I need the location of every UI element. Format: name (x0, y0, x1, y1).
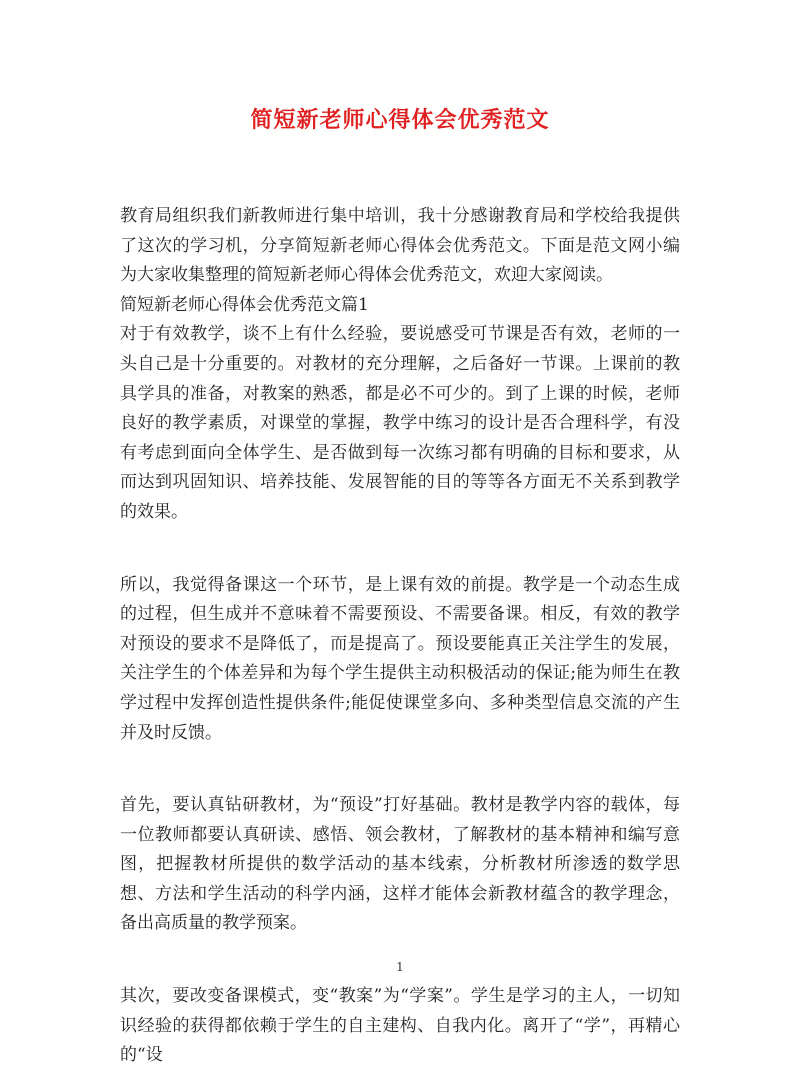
body-paragraph: 首先，要认真钻研教材，为“预设”打好基础。教材是教学内容的载体，每一位教师都要认真研读、感悟、领会教材，了解教材的基本精神和编写意图，把握教材所提供的数学活动的基本线索，分析教材所渗透的数学思想、方法和学生活动的科学内涵，这样才能体会新教材蕴含的教学理念，备出高质量的教学预案。 (120, 795, 680, 934)
page-number: 1 (396, 960, 404, 974)
section-heading: 简短新老师心得体会优秀范文篇1 (120, 294, 369, 315)
page-title: 简短新老师心得体会优秀范文 (250, 107, 550, 133)
body-paragraph: 所以，我觉得备课这一个环节，是上课有效的前提。教学是一个动态生成的过程，但生成并不意味着不需要预设、不需要备课。相反，有效的教学对预设的要求不是降低了，而是提高了。预设要能真正关注学生的发展，关注学生的个体差异和为每个学生提供主动积极活动的保证;能为师生在教学过程中发挥创造性提供条件;能促使课堂多向、多种类型信息交流的产生并及时反馈。 (120, 574, 680, 743)
intro-paragraph: 教育局组织我们新教师进行集中培训，我十分感谢教育局和学校给我提供了这次的学习机，分享简短新老师心得体会优秀范文。下面是范文网小编为大家收集整理的简短新老师心得体会优秀范文，欢迎大家阅读。 (120, 206, 680, 286)
body-paragraph: 对于有效教学，谈不上有什么经验，要说感受可节课是否有效，老师的一头自己是十分重要的。对教材的充分理解，之后备好一节课。上课前的教具学具的准备，对教案的熟悉，都是必不可少的。到了上课的时候，老师良好的教学素质，对课堂的掌握，教学中练习的设计是否合理科学，有没有考虑到面向全体学生、是否做到每一次练习都有明确的目标和要求，从而达到巩固知识、培养技能、发展智能的目的等等各方面无不关系到教学的效果。 (120, 324, 680, 522)
body-paragraph: 其次，要改变备课模式，变“教案”为“学案”。学生是学习的主人，一切知识经验的获得都依赖于学生的自主建构、自我内化。离开了“学”，再精心的“设 (120, 986, 680, 1066)
document-body (120, 202, 680, 1071)
